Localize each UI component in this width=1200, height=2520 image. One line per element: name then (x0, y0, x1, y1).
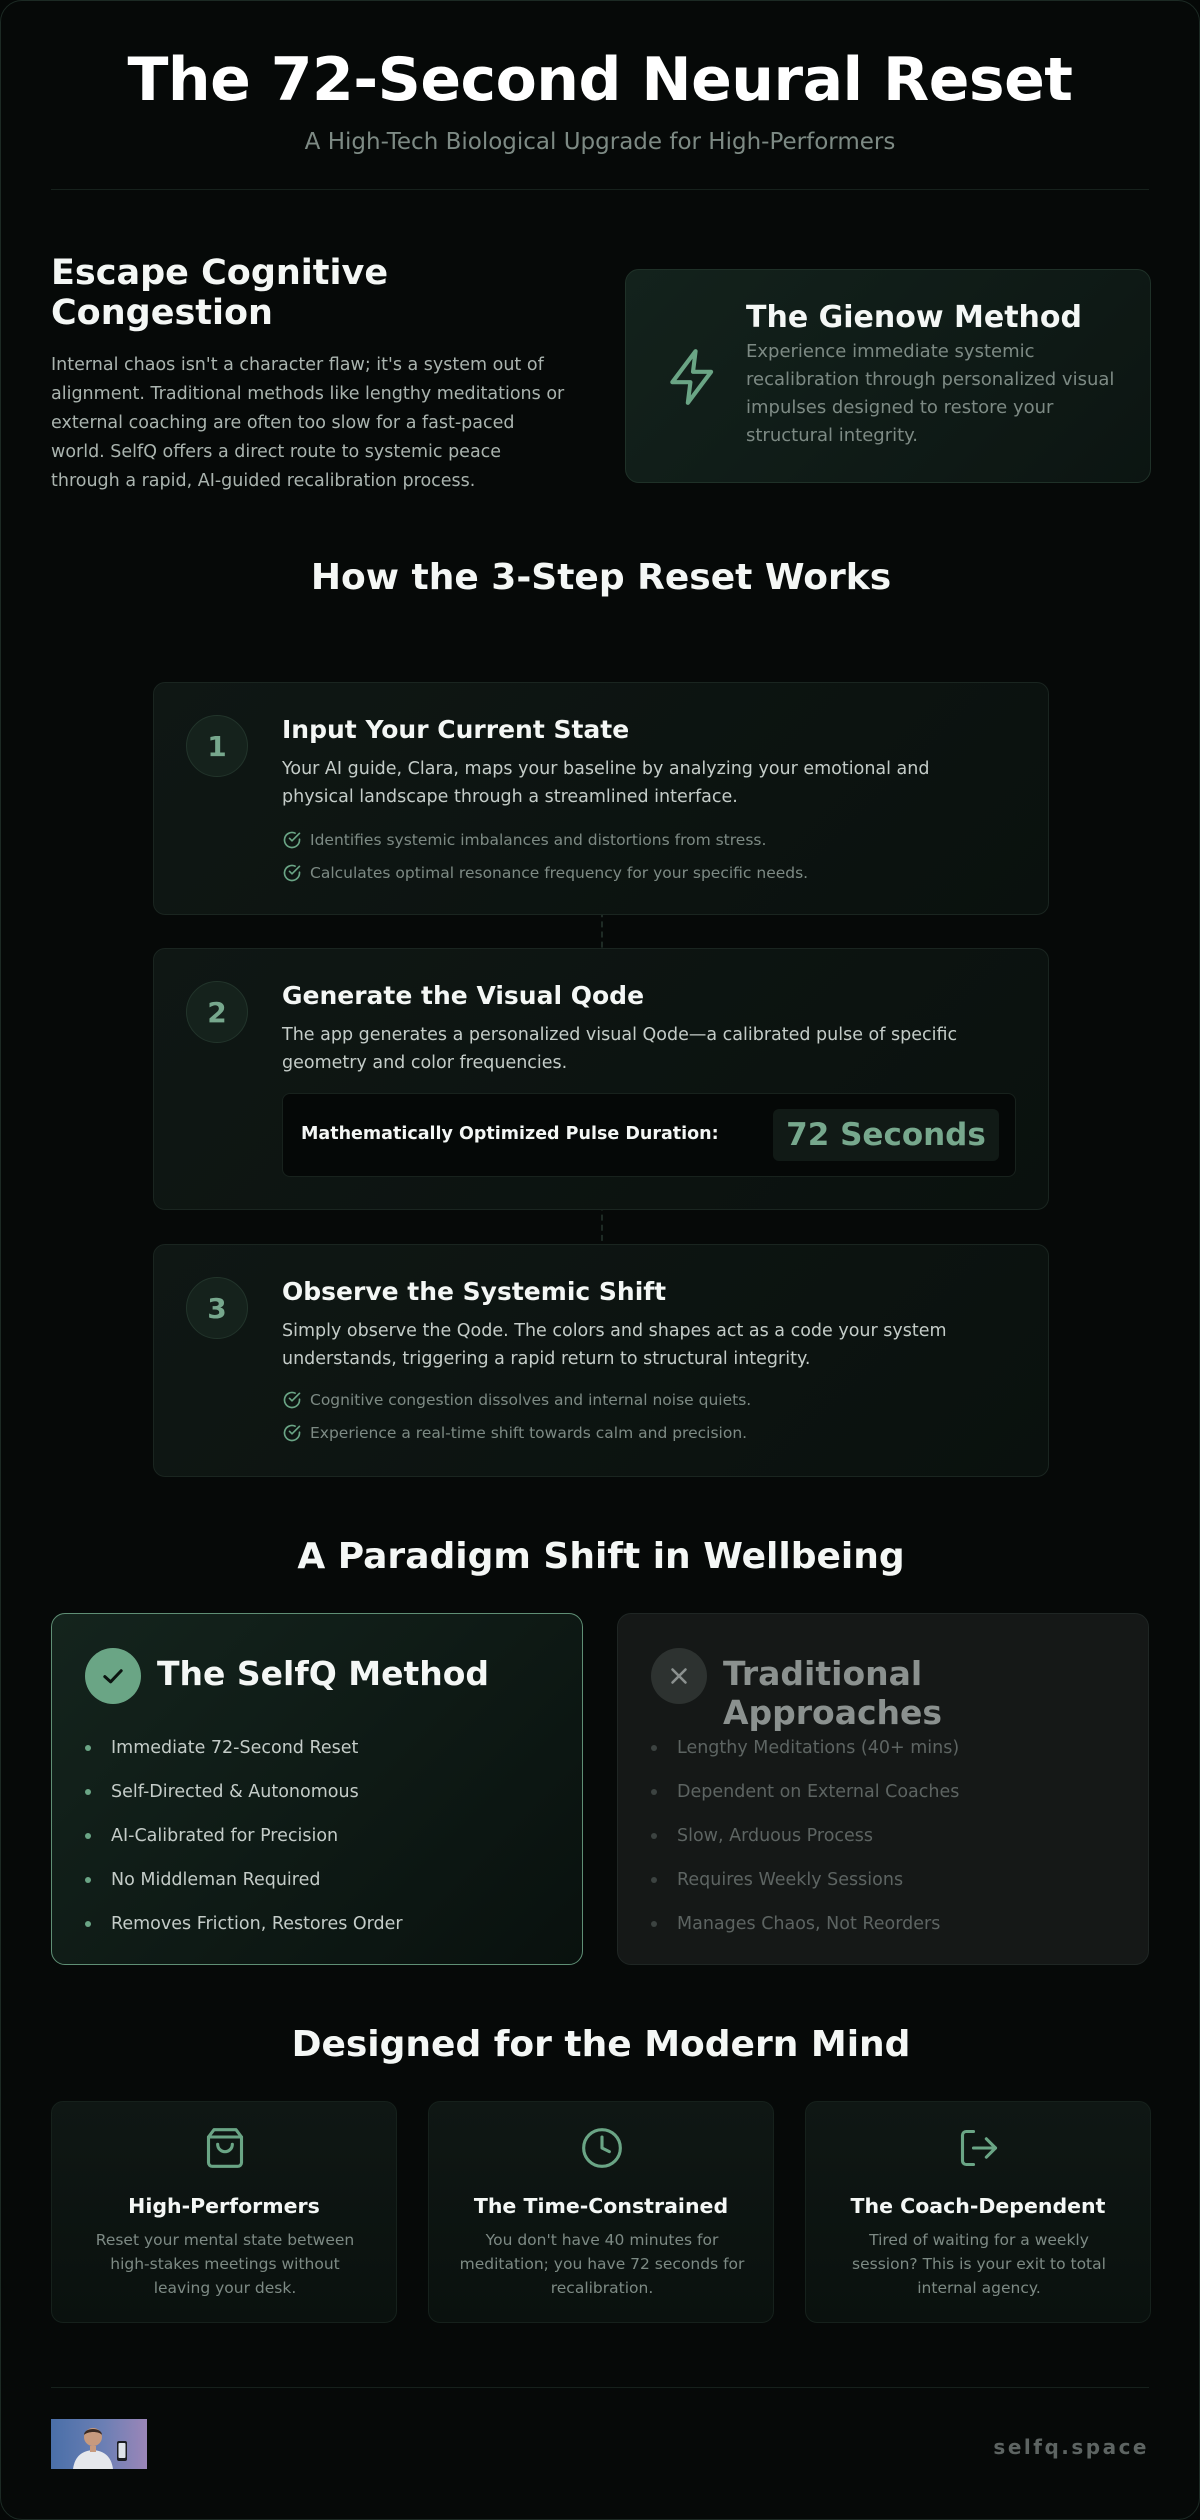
footer-photo (51, 2419, 147, 2469)
bullet-dot (85, 1833, 91, 1839)
intro-heading (51, 253, 571, 333)
step-bullet-list (282, 1383, 751, 1449)
audience-card-title: The Time-Constrained (473, 2194, 729, 2218)
bullet-text: Cognitive congestion dissolves and internal noise quiets. (310, 1390, 752, 1409)
person-with-phone-image (51, 2419, 147, 2469)
step-title: Observe the Systemic Shift (282, 1277, 667, 1306)
gienow-method-card (625, 269, 1151, 483)
lightning-icon (662, 342, 724, 412)
bullet-dot (651, 1833, 657, 1839)
list-item (651, 1726, 959, 1770)
audience-card-high-performers (51, 2101, 397, 2323)
audience-card-title: The Coach-Dependent (850, 2194, 1106, 2218)
bullet-dot (85, 1921, 91, 1927)
list-item (85, 1726, 403, 1770)
check-circle-icon (282, 830, 302, 850)
intro-heading-line1: Escape Cognitive (51, 253, 389, 293)
step-card-3 (153, 1244, 1049, 1477)
audience-card-coach-dependent (805, 2101, 1151, 2323)
list-item (85, 1902, 403, 1946)
selfq-method-card (51, 1613, 583, 1965)
pulse-duration-label: Mathematically Optimized Pulse Duration: (301, 1124, 719, 1144)
bullet-dot (85, 1877, 91, 1883)
list-item (85, 1814, 403, 1858)
audience-card-title: High-Performers (128, 2194, 320, 2218)
bullet-text: Experience a real-time shift towards calm and precision. (310, 1423, 748, 1442)
step-title: Generate the Visual Qode (282, 981, 645, 1010)
header (1, 1, 1199, 155)
pulse-duration-box (282, 1093, 1016, 1177)
list-item-text: Immediate 72-Second Reset (111, 1738, 359, 1758)
pulse-duration-value: 72 Seconds (773, 1109, 999, 1161)
step-description: The app generates a personalized visual Qode—a calibrated pulse of specific geometry and color frequencies. (282, 1025, 958, 1073)
audience-section-title: Designed for the Modern Mind (291, 2024, 911, 2065)
intro-heading-line2: Congestion (51, 293, 273, 333)
bullet-text: Calculates optimal resonance frequency for your specific needs. (310, 863, 809, 882)
step-description: Your AI guide, Clara, maps your baseline by analyzing your emotional and physical landscape through a streamlined interface. (282, 759, 930, 807)
list-item (651, 1770, 959, 1814)
traditional-approaches-card (617, 1613, 1149, 1965)
list-item-text: Manages Chaos, Not Reorders (677, 1914, 941, 1934)
check-circle-icon (282, 1390, 302, 1410)
bullet-dot (651, 1877, 657, 1883)
shopping-bag-icon (203, 2126, 247, 2170)
gienow-title: The Gienow Method (746, 300, 1082, 335)
footer-brand: selfq.space (993, 2435, 1149, 2459)
exit-icon (957, 2126, 1001, 2170)
selfq-method-title: The SelfQ Method (157, 1654, 490, 1693)
step-card-2 (153, 948, 1049, 1210)
list-item-text: Slow, Arduous Process (677, 1826, 874, 1846)
x-icon (651, 1648, 707, 1704)
list-item (651, 1814, 959, 1858)
step-number: 3 (186, 1277, 248, 1339)
bullet-dot (651, 1789, 657, 1795)
list-item (282, 1383, 751, 1416)
bullet-dot (85, 1789, 91, 1795)
audience-card-text: You don't have 40 minutes for meditation; you have 72 seconds for recalibration. (459, 2231, 745, 2297)
step-number: 2 (186, 981, 248, 1043)
gienow-text: Experience immediate systemic recalibration through personalized visual impulses designed to restore your structural integrity. (746, 341, 1115, 446)
check-circle-icon (282, 863, 302, 883)
check-icon (85, 1648, 141, 1704)
clock-icon (580, 2126, 624, 2170)
step-number: 1 (186, 715, 248, 777)
list-item (282, 823, 808, 856)
selfq-benefit-list (85, 1726, 403, 1946)
audience-card-text: Tired of waiting for a weekly session? This is your exit to total internal agency. (852, 2231, 1106, 2297)
comparison-section-title: A Paradigm Shift in Wellbeing (297, 1536, 905, 1577)
list-item (85, 1858, 403, 1902)
page-subtitle: A High-Tech Biological Upgrade for High-Performers (304, 129, 896, 155)
list-item (282, 856, 808, 889)
list-item (85, 1770, 403, 1814)
intro-text: Internal chaos isn't a character flaw; it's a system out of alignment. Traditional methods like lengthy meditations or external coaching are often too slow for a fast-paced world. SelfQ offers a direct route to systemic peace through a rapid, AI-guided recalibration process. (51, 355, 565, 491)
list-item (651, 1902, 959, 1946)
list-item-text: No Middleman Required (111, 1870, 321, 1890)
list-item-text: Self-Directed & Autonomous (111, 1782, 359, 1802)
bullet-dot (85, 1745, 91, 1751)
page-title: The 72-Second Neural Reset (127, 45, 1073, 115)
bullet-text: Identifies systemic imbalances and distortions from stress. (310, 830, 767, 849)
header-divider (51, 189, 1149, 190)
list-item-text: Dependent on External Coaches (677, 1782, 960, 1802)
bullet-dot (651, 1745, 657, 1751)
list-item (651, 1858, 959, 1902)
step-description: Simply observe the Qode. The colors and shapes act as a code your system understands, triggering a rapid return to structural integrity. (282, 1321, 947, 1369)
bullet-dot (651, 1921, 657, 1927)
intro-section (51, 253, 571, 496)
list-item-text: Lengthy Meditations (40+ mins) (677, 1738, 960, 1758)
list-item-text: AI-Calibrated for Precision (111, 1826, 339, 1846)
steps-section-title: How the 3-Step Reset Works (310, 557, 892, 598)
list-item-text: Requires Weekly Sessions (677, 1870, 904, 1890)
step-title: Input Your Current State (282, 715, 630, 744)
step-bullet-list (282, 823, 808, 889)
step-card-1 (153, 682, 1049, 915)
traditional-drawback-list (651, 1726, 959, 1946)
footer-divider (51, 2387, 1149, 2388)
check-circle-icon (282, 1423, 302, 1443)
traditional-approaches-title: Traditional Approaches (723, 1654, 943, 1732)
audience-card-text: Reset your mental state between high-stakes meetings without leaving your desk. (95, 2231, 355, 2297)
audience-card-time-constrained (428, 2101, 774, 2323)
list-item (282, 1416, 751, 1449)
list-item-text: Removes Friction, Restores Order (111, 1914, 403, 1934)
